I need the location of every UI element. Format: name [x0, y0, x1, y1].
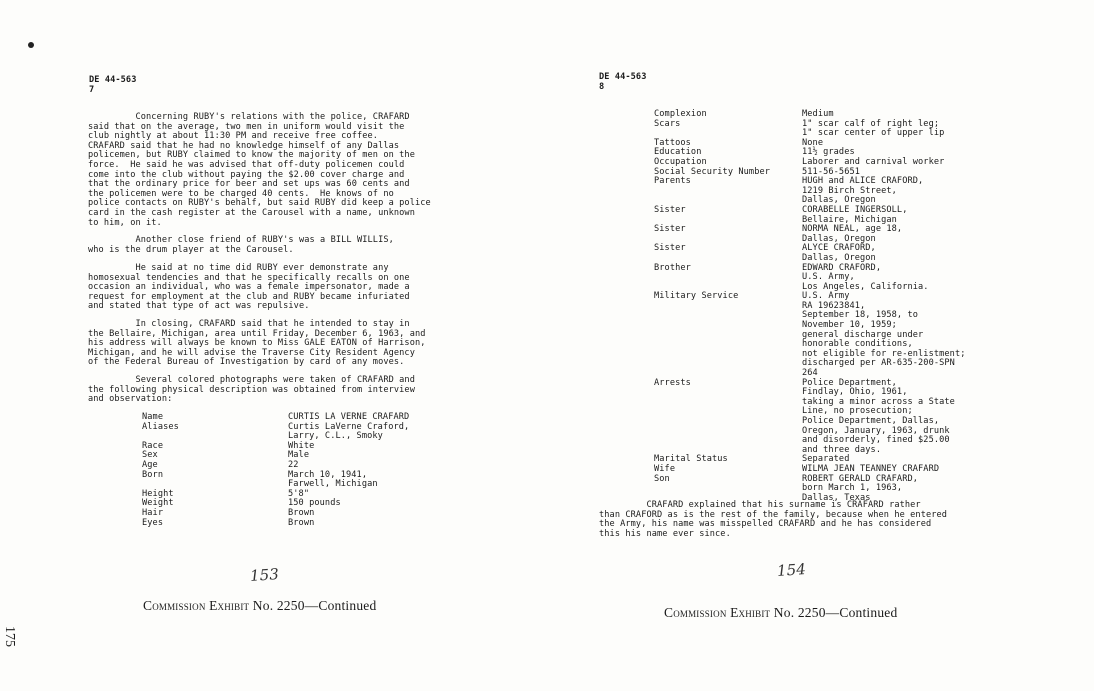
value-line: EDWARD CRAFORD,: [802, 262, 882, 273]
description-label: Education: [654, 147, 702, 158]
value-line: March 10, 1941,: [288, 469, 368, 480]
value-line: NORMA NEAL, age 18,: [802, 224, 903, 235]
text-line: and stated that type of act was repulsive.: [88, 301, 310, 312]
value-line: 511-56-5651: [802, 166, 861, 177]
physical-description-table: [142, 413, 409, 528]
text-line: that the ordinary price for beer and set ups was 60 cents and: [88, 179, 410, 190]
value-line: Findlay, Ohio, 1961,: [802, 387, 908, 398]
value-line: U.S. Army: [802, 291, 850, 302]
description-row: [142, 423, 409, 442]
paragraph-homosexual-tendencies: [88, 264, 410, 312]
description-label: Born: [142, 469, 164, 480]
right-page: [547, 0, 1094, 691]
description-value: [802, 177, 923, 206]
value-line: Separated: [802, 454, 850, 465]
description-label: Hair: [142, 507, 164, 518]
description-label: Occupation: [654, 156, 707, 167]
caption-prefix: Commission Exhibit: [143, 598, 250, 613]
description-label: Height: [142, 488, 174, 499]
description-label: Name: [142, 412, 164, 422]
description-label: Arrests: [654, 377, 691, 388]
description-row: [142, 509, 409, 519]
value-line: Medium: [802, 109, 834, 119]
exhibit-caption-right: [664, 605, 898, 620]
description-label: Social Security Number: [654, 166, 771, 177]
paragraph-bill-willis: [88, 236, 394, 255]
value-line: September 18, 1958, to: [802, 310, 919, 321]
value-line: born March 1, 1963,: [802, 483, 903, 494]
description-label: Sister: [654, 224, 686, 235]
value-line: discharged per AR-635-200-SPN: [802, 358, 955, 369]
text-line: the following physical description was obtained from interview: [88, 384, 415, 395]
description-row: [654, 379, 966, 456]
text-line: the Bellaire, Michigan, area until Friday, December 6, 1963, and: [88, 328, 426, 339]
text-line: occasion an individual, who was a female impersonator, made a: [88, 282, 410, 293]
text-line: club nightly at about 11:30 PM and receive free coffee.: [88, 131, 379, 142]
text-line: CRAFARD said that he had no knowledge himself of any Dallas: [88, 140, 400, 151]
description-label: Brother: [654, 262, 691, 273]
description-row: [142, 442, 409, 452]
value-line: Curtis LaVerne Craford,: [288, 421, 410, 432]
description-row: [654, 264, 966, 293]
description-label: Military Service: [654, 291, 739, 302]
caption-prefix: Commission Exhibit: [664, 605, 771, 620]
value-line: 5'8": [288, 488, 310, 499]
description-row: [654, 292, 966, 378]
value-line: Dallas, Oregon: [802, 233, 876, 244]
value-line: 1" scar calf of right leg;: [802, 118, 940, 129]
description-label: Race: [142, 440, 164, 451]
text-line: of the Federal Bureau of Investigation by card of any moves.: [88, 357, 405, 368]
description-row: [654, 120, 966, 139]
description-label: Son: [654, 473, 670, 484]
value-line: Dallas, Texas: [802, 492, 871, 503]
value-line: Brown: [288, 517, 315, 528]
description-label: Aliases: [142, 421, 179, 432]
paragraph-closing: [88, 320, 426, 368]
description-value: [288, 423, 409, 442]
text-line: request for employment at the club and RUBY became infuriated: [88, 291, 410, 302]
value-line: Line, no prosecution;: [802, 406, 913, 417]
paragraph-surname-explanation: [599, 501, 947, 539]
description-row: [142, 499, 409, 509]
text-line: In closing, CRAFARD said that he intended to stay in: [88, 319, 410, 329]
text-line: said that on the average, two men in uniform would visit the: [88, 121, 405, 132]
description-row: [142, 519, 409, 529]
caption-rest: No. 2250—Continued: [770, 605, 898, 620]
left-header-file: DE 44-563: [89, 75, 137, 85]
exhibit-caption-left: [143, 598, 377, 613]
text-line: police contacts on RUBY's behalf, but said RUBY did keep a police: [88, 198, 431, 209]
description-label: Parents: [654, 176, 691, 187]
description-row: [142, 461, 409, 471]
text-line: He said at no time did RUBY ever demonstrate any: [88, 263, 389, 273]
value-line: and three days.: [802, 444, 882, 455]
description-row: [654, 206, 966, 225]
description-row: [654, 225, 966, 244]
description-value: [802, 292, 966, 378]
right-header-file: DE 44-563: [599, 72, 647, 82]
value-line: RA 19623841,: [802, 300, 866, 311]
value-line: Police Department,: [802, 377, 897, 388]
value-line: Los Angeles, California.: [802, 281, 929, 292]
value-line: 150 pounds: [288, 498, 341, 509]
text-line: this his name ever since.: [599, 528, 731, 539]
description-value: [802, 206, 907, 225]
value-line: Male: [288, 450, 310, 461]
description-row: [654, 244, 966, 263]
description-row: [142, 490, 409, 500]
value-line: general discharge under: [802, 329, 924, 340]
description-label: Sister: [654, 204, 686, 215]
value-line: Larry, C.L., Smoky: [288, 431, 383, 442]
value-line: November 10, 1959;: [802, 320, 897, 331]
value-line: Dallas, Oregon: [802, 252, 876, 263]
text-line: come into the club without paying the $2.00 cover charge and: [88, 169, 405, 180]
value-line: honorable conditions,: [802, 339, 913, 350]
value-line: ALYCE CRAFORD,: [802, 243, 876, 254]
text-line: than CRAFORD as is the rest of the family, because when he entered: [599, 509, 948, 520]
value-line: 1219 Birch Street,: [802, 185, 897, 196]
value-line: None: [802, 137, 824, 148]
value-line: Dallas, Oregon: [802, 195, 876, 206]
value-line: 264: [802, 368, 818, 379]
text-line: to him, on it.: [88, 217, 162, 228]
description-value: [288, 519, 314, 529]
description-label: Tattoos: [654, 137, 691, 148]
description-value: [802, 379, 955, 456]
value-line: HUGH and ALICE CRAFORD,: [802, 176, 924, 187]
value-line: not eligible for re-enlistment;: [802, 348, 966, 359]
value-line: CORABELLE INGERSOLL,: [802, 204, 908, 215]
value-line: and disorderly, fined $25.00: [802, 435, 950, 446]
paragraph-police-relations: [88, 113, 431, 228]
right-header-page: 8: [599, 82, 605, 92]
value-line: Bellaire, Michigan: [802, 214, 897, 225]
text-line: Several colored photographs were taken of CRAFARD and: [88, 375, 415, 385]
caption-rest: No. 2250—Continued: [249, 598, 377, 613]
text-line: the policemen were to be charged 40 cents. He knows of no: [88, 188, 394, 199]
value-line: Farwell, Michigan: [288, 479, 378, 490]
value-line: taking a minor across a State: [802, 396, 955, 407]
paragraph-physical-description-intro: [88, 376, 415, 405]
text-line: CRAFARD explained that his surname is CRAFARD rather: [599, 500, 921, 510]
text-line: Michigan, and he will advise the Traverse City Resident Agency: [88, 347, 415, 358]
text-line: card in the cash register at the Carousel with a name, unknown: [88, 207, 415, 218]
description-label: Marital Status: [654, 454, 728, 465]
description-value: [802, 244, 876, 263]
description-value: [288, 471, 378, 490]
value-line: White: [288, 440, 315, 451]
value-line: WILMA JEAN TEANNEY CRAFARD: [802, 463, 940, 474]
description-label: Age: [142, 459, 158, 470]
description-label: Weight: [142, 498, 174, 509]
text-line: Another close friend of RUBY's was a BILL WILLIS,: [88, 235, 394, 245]
left-header-page: 7: [89, 85, 95, 95]
description-value: [802, 264, 929, 293]
description-label: Wife: [654, 463, 676, 474]
value-line: Oregon, January, 1963, drunk: [802, 425, 950, 436]
text-line: his address will always be known to Miss GALE EATON of Harrison,: [88, 338, 426, 349]
value-line: ROBERT GERALD CRAFARD,: [802, 473, 919, 484]
description-row: [142, 451, 409, 461]
margin-page-number: 175: [2, 626, 17, 647]
value-line: Brown: [288, 507, 315, 518]
description-table-continued: [654, 110, 966, 503]
value-line: U.S. Army,: [802, 272, 855, 283]
description-row: [142, 471, 409, 490]
text-line: homosexual tendencies and that he specifically recalls on one: [88, 272, 410, 283]
text-line: the Army, his name was misspelled CRAFARD and he has considered: [599, 519, 932, 530]
value-line: Laborer and carnival worker: [802, 156, 945, 167]
value-line: 22: [288, 459, 299, 470]
text-line: Concerning RUBY's relations with the police, CRAFARD: [88, 112, 410, 122]
value-line: CURTIS LA VERNE CRAFARD: [288, 412, 410, 422]
description-value: [802, 120, 944, 139]
description-label: Eyes: [142, 517, 164, 528]
description-value: [802, 225, 902, 244]
text-line: policemen, but RUBY claimed to know the majority of men on the: [88, 150, 415, 161]
text-line: force. He said he was advised that off-duty policemen could: [88, 159, 405, 170]
value-line: 1" scar center of upper lip: [802, 128, 945, 139]
text-line: and observation:: [88, 394, 173, 405]
description-label: Sex: [142, 450, 158, 461]
description-label: Complexion: [654, 109, 707, 119]
description-label: Scars: [654, 118, 681, 129]
text-line: who is the drum player at the Carousel.: [88, 244, 294, 255]
description-label: Sister: [654, 243, 686, 254]
handwritten-page-number: 154: [776, 560, 807, 580]
description-row: [654, 177, 966, 206]
value-line: Police Department, Dallas,: [802, 416, 940, 426]
handwritten-page-number: 153: [249, 565, 280, 585]
value-line: 11½ grades: [802, 147, 855, 158]
